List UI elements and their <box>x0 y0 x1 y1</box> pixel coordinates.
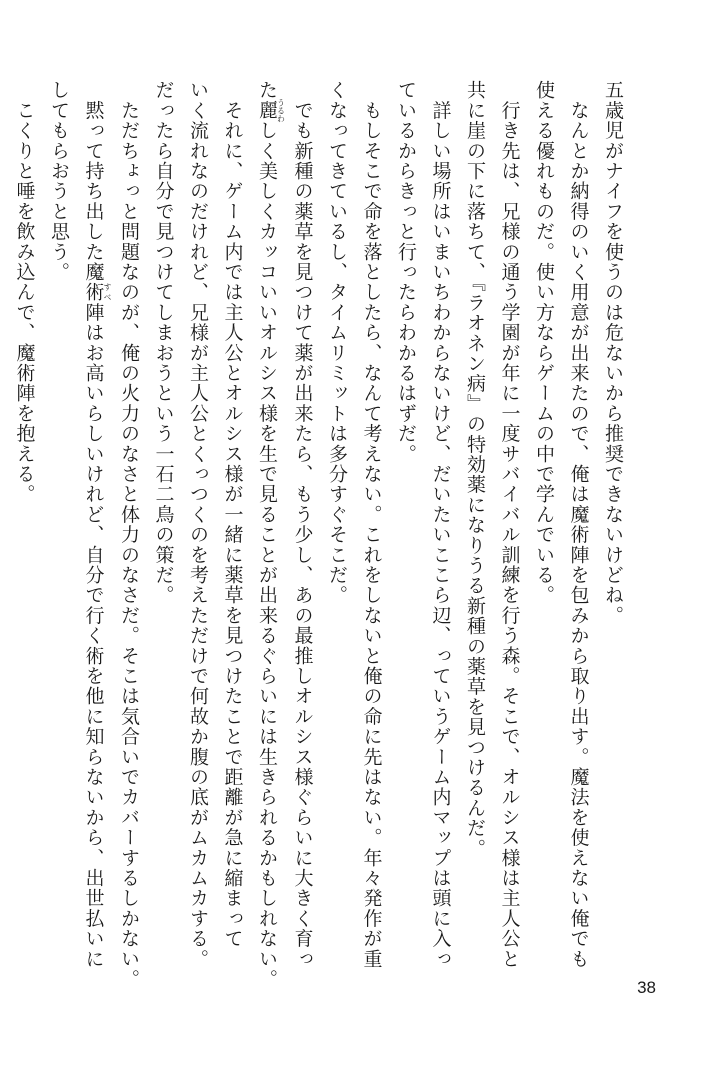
ruby-annotation: 麗うるわ <box>256 98 286 123</box>
text-line: 詳しい場所はいまいちわからないけど、だいたいここら辺、っていうゲーム内マップは頭に入っ <box>429 80 452 969</box>
text-line: それに、ゲーム内では主人公とオルシス様が一緒に薬草を見つけたことで距離が急に縮まって <box>221 80 244 949</box>
text-line: た麗うるわしく美しくカッコいいオルシス様を生で見ることが出来るぐらいには生きられるかもしれない。 <box>256 80 286 990</box>
text-line: くなってきているし、タイムリミットは多分すぐそこだ。 <box>326 80 348 606</box>
ruby-annotation: 術すべ <box>82 282 112 303</box>
text-line: 使える優れものだ。使い方ならゲームの中で学んでいる。 <box>533 80 555 606</box>
text-line: してもらおうと思う。 <box>48 80 70 282</box>
text-line: 共に崖の下に落ちて、『ラオネン病』の特効薬になりうる新種の薬草を見つけるんだ。 <box>464 80 486 859</box>
text-line: ただちょっと問題なのが、俺の火力のなさと体力のなさだ。そこは気合いでカバーするしかない。 <box>118 80 140 989</box>
text-line: でも新種の薬草を見つけて薬が出来たら、もう少し、あの最推しオルシス様ぐらいに大きく育っ <box>291 80 314 969</box>
text-line: 行き先は、兄様の通う学園が年に一度サバイバル訓練を行う森。そこで、オルシス様は主人公と <box>498 80 521 969</box>
text-line: こくりと唾を飲み込んで、魔術陣を抱える。 <box>13 80 36 505</box>
text-line: いく流れなのだけれど、兄様が主人公とくっつくのを考えただけで何故か腹の底がムカムカする。 <box>187 80 209 969</box>
text-line: だったら自分で見つけてしまおうという一石二鳥の策だ。 <box>152 80 175 606</box>
text-line: ているからきっと行ったらわかるはずだ。 <box>395 80 417 464</box>
page-number: 38 <box>637 978 656 997</box>
text-line: 五歳児がナイフを使うのは危ないから推奨できないけどね。 <box>602 80 624 626</box>
text-line: なんとか納得のいく用意が出来たので、俺は魔術陣を包みから取り出す。魔法を使えない俺でも <box>567 80 590 969</box>
text-line: もしそこで命を落としたら、なんて考えない。これをしないと俺の命に先はない。年々発作が重 <box>360 80 383 969</box>
text-line: 黙って持ち出した魔術すべ陣はお高いらしいけれど、自分で行く術を他に知らないから、出世払いに <box>82 80 112 969</box>
body-text <box>7 80 630 990</box>
